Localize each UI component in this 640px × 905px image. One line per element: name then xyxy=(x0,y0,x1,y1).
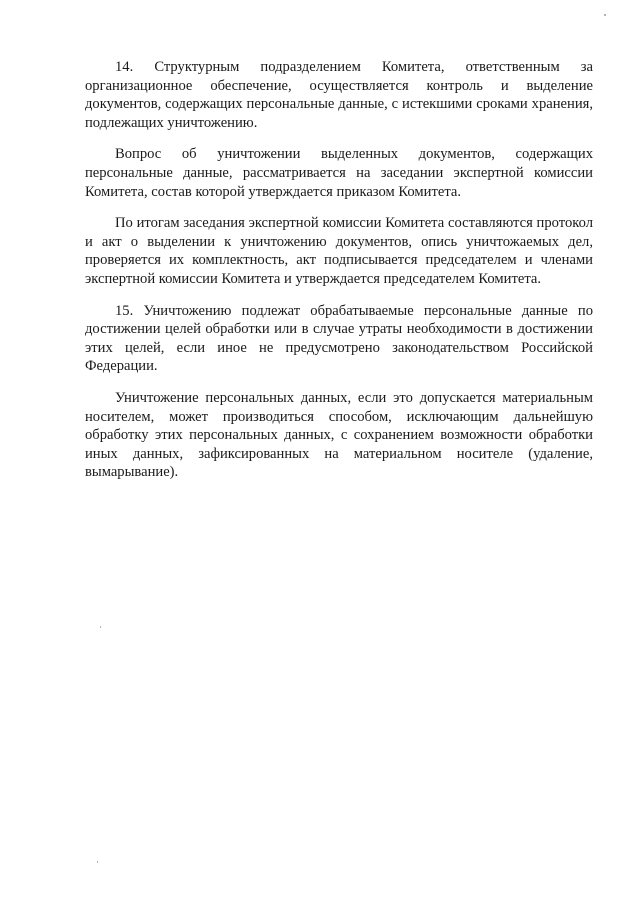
paragraph-commission-results: По итогам заседания экспертной комиссии Комитета составляются протокол и акт о выделении к уничтожению документов, опись уничтожаемых дел, проверяется их комплектность, акт подписывается председателем и членами экспертной комиссии Комитета и утверждается председателем Комитета. xyxy=(85,215,593,287)
paragraph-expert-commission-question: Вопрос об уничтожении выделенных документов, содержащих персональные данные, рассматривается на заседании экспертной комиссии Комитета, состав которой утверждается приказом Комитета. xyxy=(85,146,593,200)
document-body xyxy=(85,58,593,495)
scan-speck xyxy=(100,626,101,628)
scan-speck xyxy=(97,861,98,863)
paragraph-14-responsible-unit: 14. Структурным подразделением Комитета, ответственным за организационное обеспечение, осуществляется контроль и выделение документов, содержащих персональные данные, с истекшими сроками хранения, подлежащих уничтожению. xyxy=(85,59,593,131)
paragraph-15-destruction-conditions: 15. Уничтожению подлежат обрабатываемые персональные данные по достижении целей обработки или в случае утраты необходимости в достижении этих целей, если иное не предусмотрено законодательством Российской Федерации. xyxy=(85,302,593,375)
paragraph-destruction-method: Уничтожение персональных данных, если это допускается материальным носителем, может производиться способом, исключающим дальнейшую обработку этих персональных данных, с сохранением возможности обработки иных данных, зафиксированных на материальном носителе (удаление, вымарывание). xyxy=(85,389,593,481)
scan-speck xyxy=(604,14,606,16)
